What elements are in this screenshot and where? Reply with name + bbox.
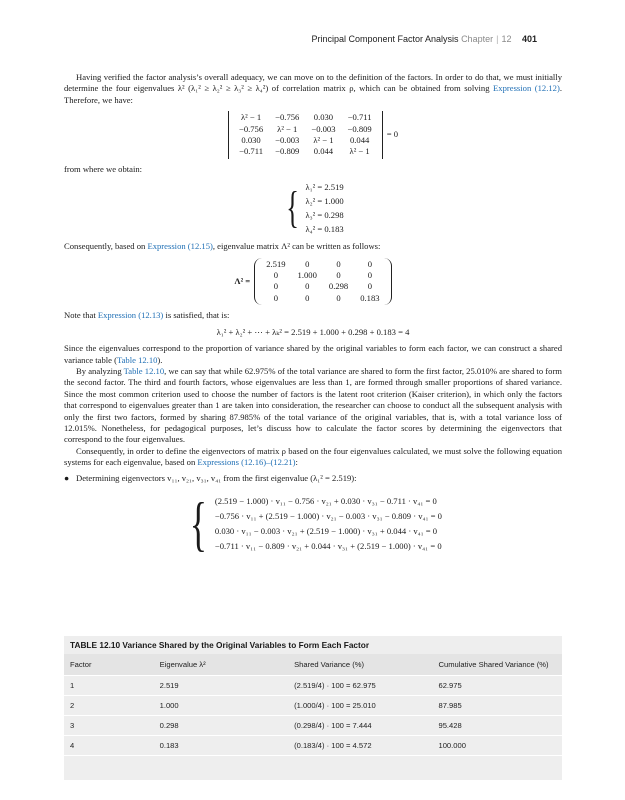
expression-link-12-13[interactable]: Expression (12.13) [97,310,164,321]
table-row: 2 1.000 (1.000/4) · 100 = 25.010 87.985 [64,696,562,716]
eigenvector-system [64,490,562,557]
left-brace-icon: { [189,490,208,557]
bullet-text: Determining eigenvectors v₁₁, v₂₁, v₃₁, v₄₁ from the first eigenvalue (λ₁² = 2.519): [76,472,357,483]
eigenvalue-1: λ₁² = 2.519 [305,182,344,193]
eigenvalue-2: λ₂² = 1.000 [305,196,344,207]
expression-link-12-15[interactable]: Expression (12.15) [147,241,213,252]
running-header [311,34,537,44]
table-row: 3 0.298 (0.298/4) · 100 = 7.444 95.428 [64,716,562,736]
bullet-icon: ● [64,472,70,483]
table-row: 1 2.519 (2.519/4) · 100 = 62.975 62.975 [64,676,562,696]
paragraph-2: Consequently, based on Expression (12.15), eigenvalue matrix Λ² can be written as follows: [64,241,381,252]
from-where-text: from where we obtain: [64,163,143,174]
paragraph-6: Consequently, in order to define the eigenvectors of matrix ρ based on the four eigenvalues calculated, we must solve the following equation systems for each eigenvalue, based on Expressions (12.16)–(12.21): [64,445,562,468]
eigenvalue-system [64,180,562,236]
page-body [64,72,562,559]
eigenvalue-3: λ₃² = 0.298 [305,210,344,221]
left-brace-icon: { [286,183,300,233]
determinant-equals: = 0 [386,129,399,140]
expressions-link-12-16-12-21[interactable]: Expressions (12.16)–(12.21) [197,457,296,468]
lambda-matrix-equation [64,258,562,306]
table-link-12-10[interactable]: Table 12.10 [116,354,158,365]
eigenvalue-4: λ₄² = 0.183 [305,224,344,235]
system-equation-4: −0.711 · v₁₁ − 0.809 · v₂₁ + 0.044 · v₃₁ + (2.519 − 1.000) · v₄₁ = 0 [214,540,442,551]
paragraph-4: Since the eigenvalues correspond to the proportion of variance shared by the original variables to form each factor, we can construct a shared variance table (Table 12.10). [64,343,562,365]
book-section-title: Principal Component Factor Analysis [311,34,459,44]
paragraph-1: Having verified the factor analysis’s overall adequacy, we can move on to the definition of the factors. In order to do that, we must initially determine the four eigenvalues λ² (λ₁² ≥ λ₂² ≥ λ₃² ≥ λ₄²) of correlation matrix ρ, which can be obtained from solving Expression (12.12). Therefore, we have: [64,72,562,105]
table-link-12-10-b[interactable]: Table 12.10 [123,365,165,376]
table-header-row: Factor Eigenvalue λ² Shared Variance (%) Cumulative Shared Variance (%) [64,654,562,676]
expression-link-12-12[interactable]: Expression (12.12) [493,83,560,94]
page-number: 401 [521,34,537,44]
table-empty-row [64,756,562,781]
paragraph-3: Note that Expression (12.13) is satisfied, that is: [64,310,230,321]
table-caption: TABLE 12.10 Variance Shared by the Original Variables to Form Each Factor [64,636,562,654]
sum-equation: λ₁² + λ₂² + ⋯ + λₖ² = 2.519 + 1.000 + 0.298 + 0.183 = 4 [216,326,410,337]
variance-table [64,636,562,780]
table-row: 4 0.183 (0.183/4) · 100 = 4.572 100.000 [64,736,562,756]
system-equation-1: (2.519 − 1.000) · v₁₁ − 0.756 · v₂₁ + 0.030 · v₃₁ − 0.711 · v₄₁ = 0 [214,495,437,506]
chapter-label: Chapter | 12 [461,34,512,44]
bullet-item [64,473,562,484]
paragraph-5: By analyzing Table 12.10, we can say that while 62.975% of the total variance are shared to form the first factor, 25.010% are shared to form the second factor. The third and fourth factors, whose eigenvalues are less than 1, are formed through smaller proportions of shared variance. Since the most common criterion used to choose the number of factors is the latent root criterion (Kaiser criterion), in which only the factors that correspond to eigenvalues greater than 1 are taken into consideration, the researcher can choose to conduct all the subsequent analysis with only the first two factors, formed by sharing 87.985% of the total variance of the original variables, that is, with a total variance loss of 12.015%. Nonetheless, for pedagogical purposes, let’s discuss how to calculate the factor scores by determining the eigenvectors that correspond to the four eigenvalues. [64,365,562,445]
lambda-matrix-label: Λ² = [234,275,251,286]
determinant-matrix: λ² − 1 −0.756 0.030 −0.711 −0.756 λ² − 1 −0.003 −0.809 0.030 −0.003 λ² − 1 0.044 −0.711 −0.809 0.044 λ² − 1 [228,111,383,159]
determinant-equation [64,111,562,159]
lambda-matrix: 2.519 0 0 0 0 1.000 0 0 0 0 0.298 0 0 0 0 0.183 [254,258,391,306]
system-equation-2: −0.756 · v₁₁ + (2.519 − 1.000) · v₂₁ − 0.003 · v₃₁ − 0.809 · v₄₁ = 0 [214,510,442,521]
system-equation-3: 0.030 · v₁₁ − 0.003 · v₂₁ + (2.519 − 1.000) · v₃₁ + 0.044 · v₄₁ = 0 [214,525,438,536]
